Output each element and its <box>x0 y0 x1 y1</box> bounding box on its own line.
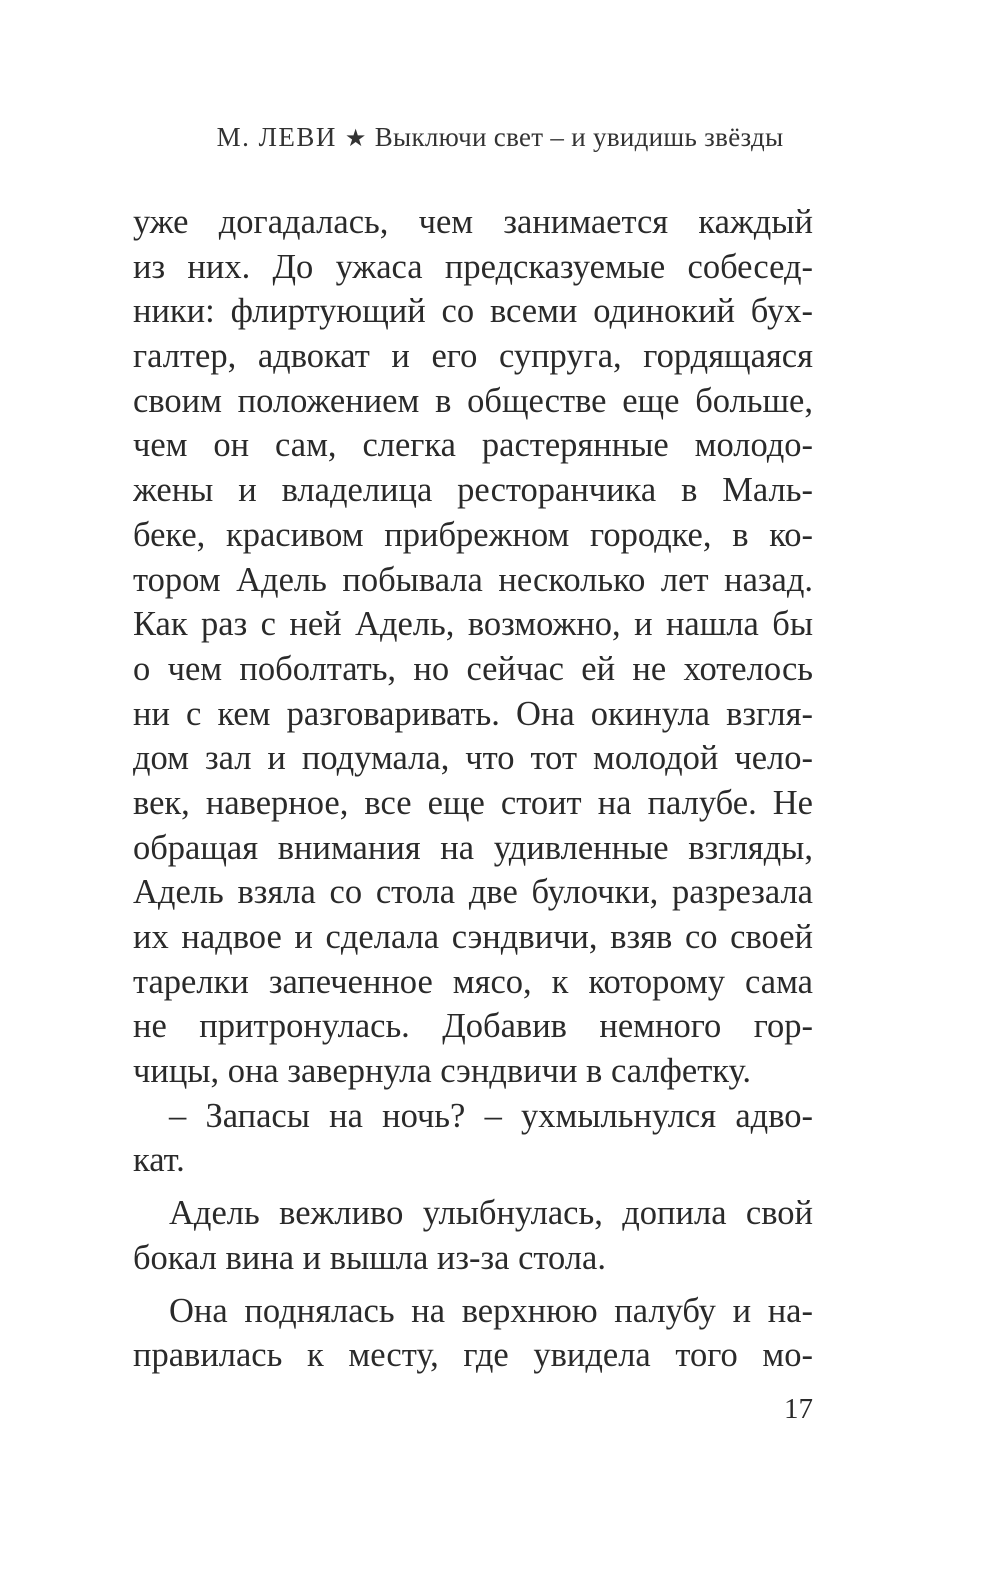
text-line: – Запасы на ночь? – ухмыльнулся адво- <box>169 1096 813 1135</box>
text-line: Как раз с ней Адель, возможно, и нашла бы <box>133 605 813 644</box>
paragraph <box>133 200 813 1094</box>
paragraph <box>133 1289 813 1378</box>
text-line: не притронулась. Добавив немного гор- <box>133 1007 813 1046</box>
paragraph-gap <box>133 1183 813 1191</box>
text-line: беке, красивом прибрежном городке, в ко- <box>133 515 813 554</box>
text-line: правилась к месту, где увидела того мо- <box>133 1336 813 1375</box>
text-line: уже догадалась, чем занимается каждый <box>133 203 813 241</box>
text-line: век, наверное, все еще стоит на палубе. Не <box>133 783 813 822</box>
text-line: Адель взяла со стола две булочки, разрезала <box>133 873 813 912</box>
text-line: Она поднялась на верхнюю палубу и на- <box>169 1291 813 1330</box>
header-author: М. ЛЕВИ <box>216 122 337 152</box>
text-line: жены и владелица ресторанчика в Маль- <box>133 471 813 510</box>
paragraph <box>133 1191 813 1280</box>
text-line: Адель вежливо улыбнулась, допила свой <box>169 1194 813 1233</box>
text-line: чицы, она завернула сэндвичи в салфетку. <box>133 1052 751 1091</box>
text-line: из них. До ужаса предсказуемые собесед- <box>133 247 813 286</box>
paragraph <box>133 1094 813 1183</box>
text-line: кат. <box>133 1141 185 1180</box>
text-line: о чем поболтать, но сейчас ей не хотелось <box>133 649 813 688</box>
text-line: обращая внимания на удивленные взгляды, <box>133 828 813 867</box>
page-number: 17 <box>784 1393 813 1425</box>
header-book-title: Выключи свет – и увидишь звёзды <box>374 122 784 152</box>
star-separator-icon: ★ <box>344 126 367 152</box>
text-line: ники: флиртующий со всеми одинокий бух- <box>133 292 813 331</box>
running-header <box>0 122 1000 153</box>
text-line: дом зал и подумала, что тот молодой чело- <box>133 739 813 778</box>
text-line: чем он сам, слегка растерянные молодо- <box>133 426 813 465</box>
paragraph-gap <box>133 1281 813 1289</box>
text-line: ни с кем разговаривать. Она окинула взгля- <box>133 694 813 733</box>
body-text <box>133 200 813 1378</box>
text-line: тарелки запеченное мясо, к которому сама <box>133 962 813 1001</box>
text-line: их надвое и сделала сэндвичи, взяв со своей <box>133 918 813 956</box>
text-line: галтер, адвокат и его супруга, гордящаяся <box>133 337 813 376</box>
text-line: тором Адель побывала несколько лет назад. <box>133 560 813 599</box>
text-line: бокал вина и вышла из-за стола. <box>133 1238 606 1277</box>
text-line: своим положением в обществе еще больше, <box>133 381 813 420</box>
